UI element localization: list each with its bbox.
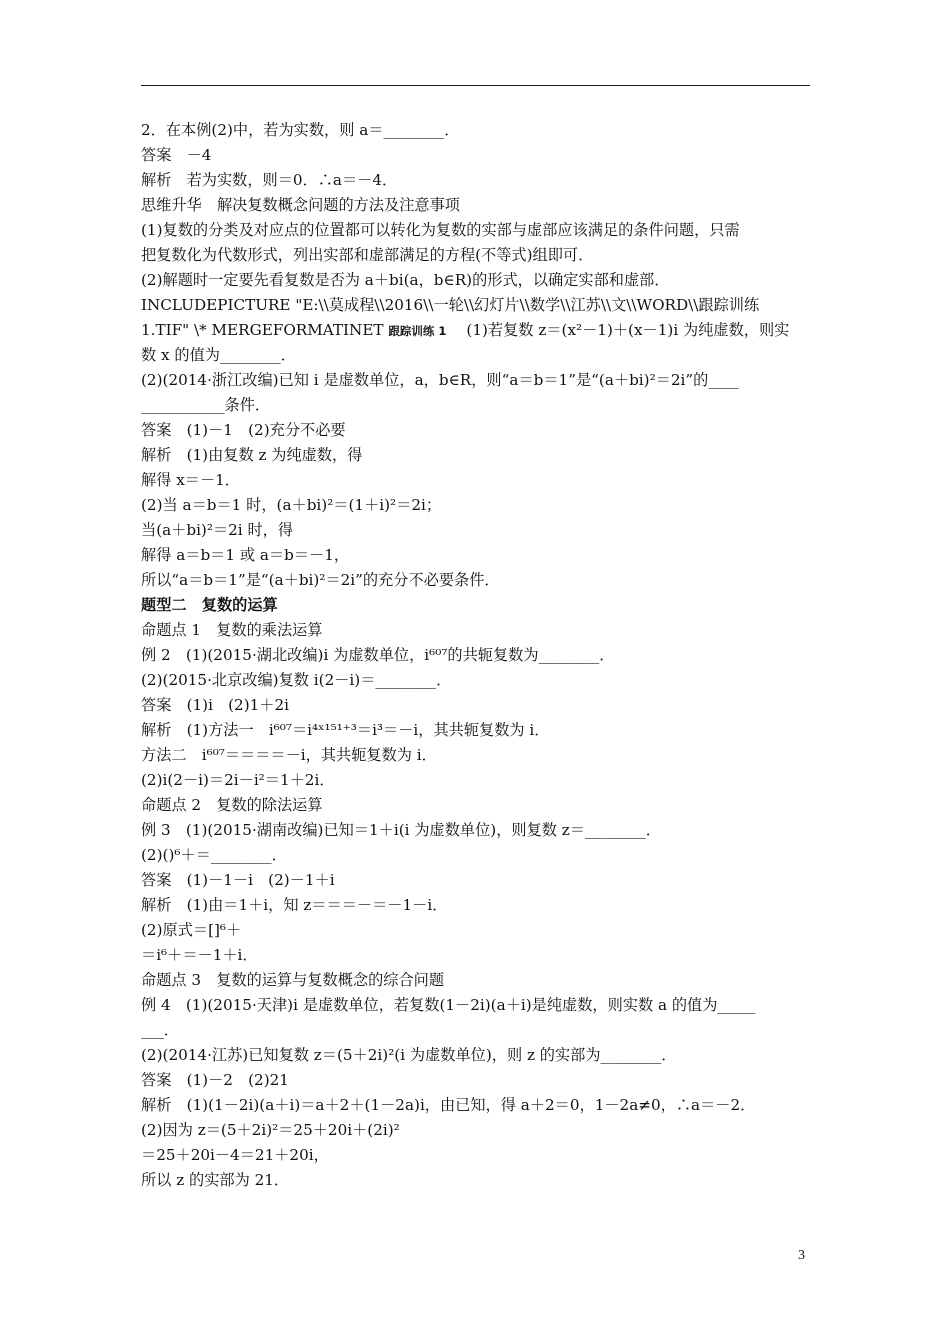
text-line: (2)(2015·北京改编)复数 i(2－i)＝________．: [141, 671, 452, 689]
text-line: 解得 x＝－1．: [141, 471, 240, 489]
text-line: 解得 a＝b＝1 或 a＝b＝－1，: [141, 546, 350, 564]
field-code-text: 1.TIF" \* MERGEFORMATINET: [141, 321, 384, 339]
text-line: ___________条件．: [141, 396, 271, 414]
text-line: 答案 (1)－2 (2)21: [141, 1071, 289, 1089]
text-line: (1)复数的分类及对应点的位置都可以转化为复数的实部与虚部应该满足的条件问题，只需: [141, 221, 740, 239]
text-line: 2．在本例(2)中，若为实数，则 a＝________．: [141, 121, 460, 139]
text-line: (2)(2014·江苏)已知复数 z＝(5＋2i)²(i 为虚数单位)，则 z 的实部为________．: [141, 1046, 677, 1064]
text-line: (2)()⁶＋＝________．: [141, 846, 287, 864]
text-line: INCLUDEPICTURE "E:\\莫成程\\2016\\一轮\\幻灯片\\数学\\江苏\\文\\WORD\\跟踪训练: [141, 296, 760, 314]
text-line: (2)原式＝[]⁶＋: [141, 921, 242, 939]
text-line: 解析 若为实数，则＝0．∴a＝－4．: [141, 171, 398, 189]
text-line: (2)当 a＝b＝1 时，(a＋bi)²＝(1＋i)²＝2i；: [141, 496, 442, 514]
text-line: 命题点 3 复数的运算与复数概念的综合问题: [141, 971, 445, 989]
document-body: [141, 118, 811, 1193]
text-line: (2)解题时一定要先看复数是否为 a＋bi(a，b∈R)的形式，以确定实部和虚部．: [141, 271, 670, 289]
text-line: (2)i(2－i)＝2i－i²＝1＋2i．: [141, 771, 335, 789]
text-line: 解析 (1)方法一 i⁶⁰⁷＝i⁴ˣ¹⁵¹⁺³＝i³＝－i，其共轭复数为 i．: [141, 721, 550, 739]
text-line: 例 2 (1)(2015·湖北改编)i 为虚数单位，i⁶⁰⁷的共轭复数为________．: [141, 646, 615, 664]
text-line: [141, 318, 811, 343]
text-line: 把复数化为代数形式，列出实部和虚部满足的方程(不等式)组即可．: [141, 246, 594, 264]
page-number: 3: [798, 1248, 805, 1263]
text-line: ＝i⁶＋＝－1＋i．: [141, 946, 258, 964]
text-line: 方法二 i⁶⁰⁷＝＝＝＝－i，其共轭复数为 i．: [141, 746, 437, 764]
inline-question-text: (1)若复数 z＝(x²－1)＋(x－1)i 为纯虚数，则实: [451, 321, 790, 339]
text-line: 解析 (1)(1－2i)(a＋i)＝a＋2＋(1－2a)i，由已知，得 a＋2＝0，1－2a≠0，∴a＝－2．: [141, 1096, 756, 1114]
text-line: 所以 z 的实部为 21．: [141, 1171, 290, 1189]
text-line: 命题点 1 复数的乘法运算: [141, 621, 323, 639]
text-line: 答案 (1)i (2)1＋2i: [141, 696, 290, 714]
text-line: ＝25＋20i－4＝21＋20i，: [141, 1146, 329, 1164]
text-line: 答案 (1)－1 (2)充分不必要: [141, 421, 346, 439]
section-heading: 题型二 复数的运算: [141, 596, 278, 614]
text-line: 命题点 2 复数的除法运算: [141, 796, 323, 814]
text-line: 当(a＋bi)²＝2i 时，得: [141, 521, 294, 539]
text-line: 思维升华 解决复数概念问题的方法及注意事项: [141, 196, 460, 214]
text-line: 答案 (1)－1－i (2)－1＋i: [141, 871, 335, 889]
text-line: 解析 (1)由复数 z 为纯虚数，得: [141, 446, 363, 464]
text-line: 例 3 (1)(2015·湖南改编)已知＝1＋i(i 为虚数单位)，则复数 z＝________．: [141, 821, 661, 839]
text-line: 数 x 的值为________．: [141, 346, 296, 364]
text-line: (2)(2014·浙江改编)已知 i 是虚数单位，a，b∈R，则“a＝b＝1”是“(a＋bi)²＝2i”的____: [141, 371, 739, 389]
text-line: ___．: [141, 1021, 179, 1039]
text-line: 所以“a＝b＝1”是“(a＋bi)²＝2i”的充分不必要条件．: [141, 571, 500, 589]
header-rule: [141, 85, 810, 86]
text-line: 答案 －4: [141, 146, 212, 164]
text-line: (2)因为 z＝(5＋2i)²＝25＋20i＋(2i)²: [141, 1121, 400, 1139]
text-line: 解析 (1)由＝1＋i，知 z＝＝＝－＝－1－i．: [141, 896, 448, 914]
tracking-training-label: 跟踪训练 1: [388, 324, 447, 338]
text-line: 例 4 (1)(2015·天津)i 是虚数单位，若复数(1－2i)(a＋i)是纯虚数，则实数 a 的值为_____: [141, 996, 756, 1014]
